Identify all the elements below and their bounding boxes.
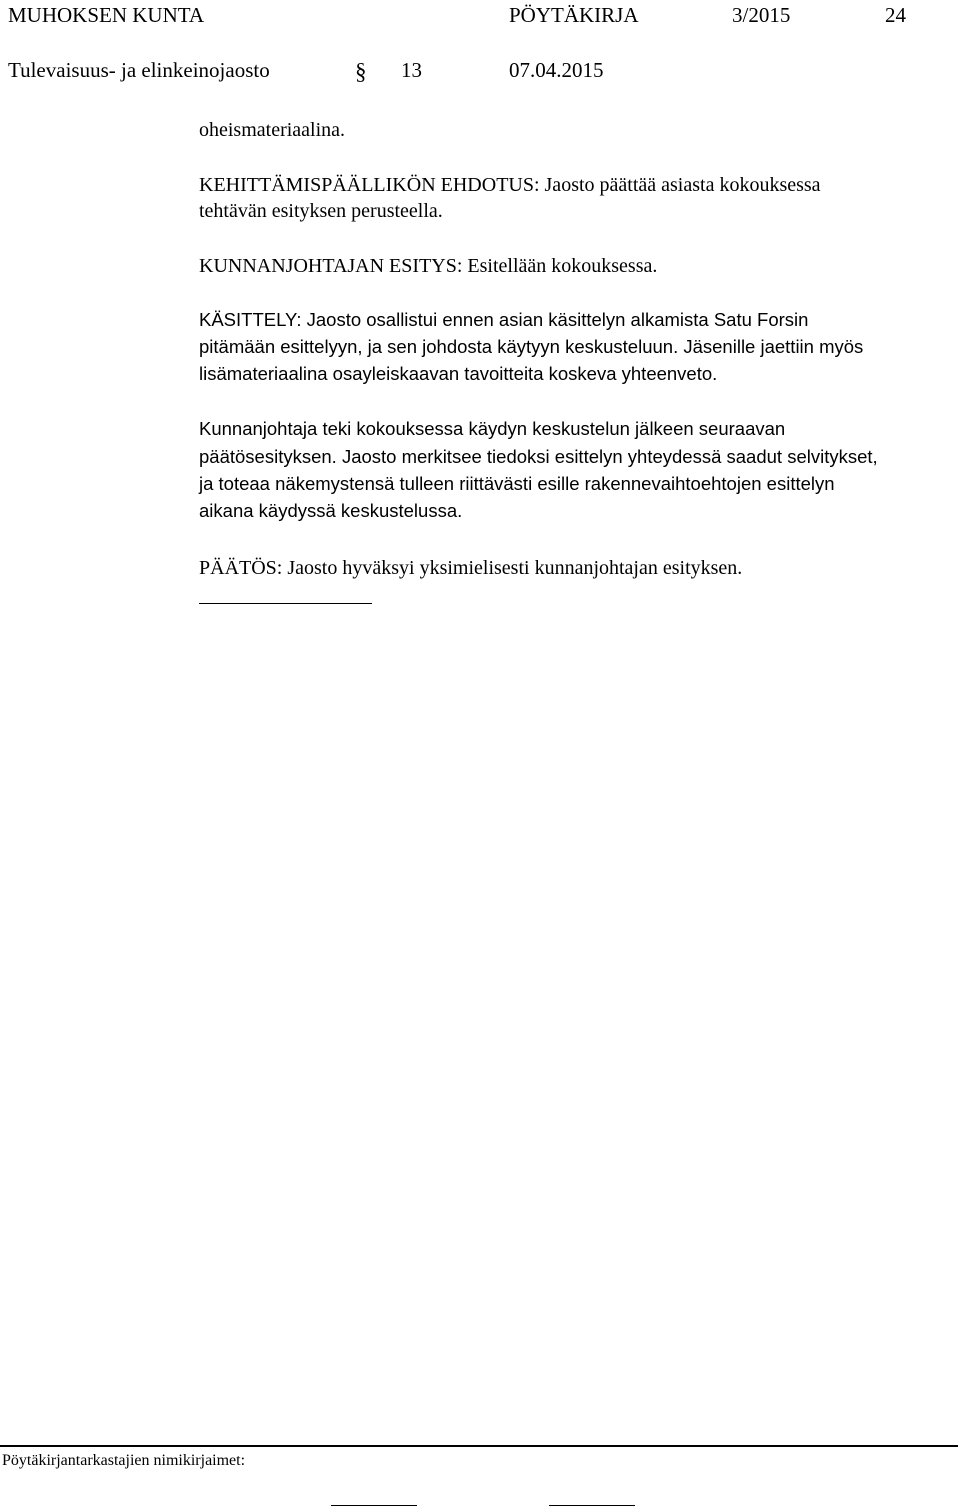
paragraph-attachment: oheismateriaalina. bbox=[199, 119, 346, 141]
page-number: 24 bbox=[885, 3, 906, 27]
proposal-line-2: tehtävän esityksen perusteella. bbox=[199, 200, 443, 222]
end-of-section-rule bbox=[199, 603, 372, 604]
mayor-line-3: ja toteaa näkemystensä tulleen riittävästi esille rakennevaihtoehtojen esittelyn bbox=[199, 473, 835, 494]
processing-line-3: lisämateriaalina osayleiskaavan tavoitteita koskeva yhteenveto. bbox=[199, 363, 718, 384]
mayor-line-1: Kunnanjohtaja teki kokouksessa käydyn keskustelun jälkeen seuraavan bbox=[199, 418, 786, 439]
signature-line-2 bbox=[549, 1505, 635, 1506]
mayor-proposal: KUNNANJOHTAJAN ESITYS: Esitellään kokouksessa. bbox=[199, 255, 658, 277]
footer-divider bbox=[0, 1445, 958, 1447]
signature-line-1 bbox=[331, 1505, 417, 1506]
section-symbol: § bbox=[355, 59, 367, 84]
mayor-line-2: päätösesityksen. Jaosto merkitsee tiedoksi esittelyn yhteydessä saadut selvitykset, bbox=[199, 446, 878, 467]
meeting-date: 07.04.2015 bbox=[509, 58, 604, 82]
signatures-label: Pöytäkirjantarkastajien nimikirjaimet: bbox=[2, 1452, 246, 1469]
municipality-name: MUHOKSEN KUNTA bbox=[8, 3, 205, 27]
mayor-line-4: aikana käydyssä keskustelussa. bbox=[199, 500, 463, 521]
document-type: PÖYTÄKIRJA bbox=[509, 3, 639, 27]
decision: PÄÄTÖS: Jaosto hyväksyi yksimielisesti kunnanjohtajan esityksen. bbox=[199, 557, 743, 579]
processing-line-1: KÄSITTELY: Jaosto osallistui ennen asian käsittelyn alkamista Satu Forsin bbox=[199, 309, 809, 330]
processing-line-2: pitämään esittelyyn, ja sen johdosta käytyyn keskusteluun. Jäsenille jaettiin myös bbox=[199, 336, 864, 357]
proposal-line-1: KEHITTÄMISPÄÄLLIKÖN EHDOTUS: Jaosto päättää asiasta kokouksessa bbox=[199, 174, 821, 196]
section-number: 13 bbox=[401, 58, 422, 82]
committee-name: Tulevaisuus- ja elinkeinojaosto bbox=[8, 58, 270, 82]
document-number: 3/2015 bbox=[732, 3, 791, 27]
